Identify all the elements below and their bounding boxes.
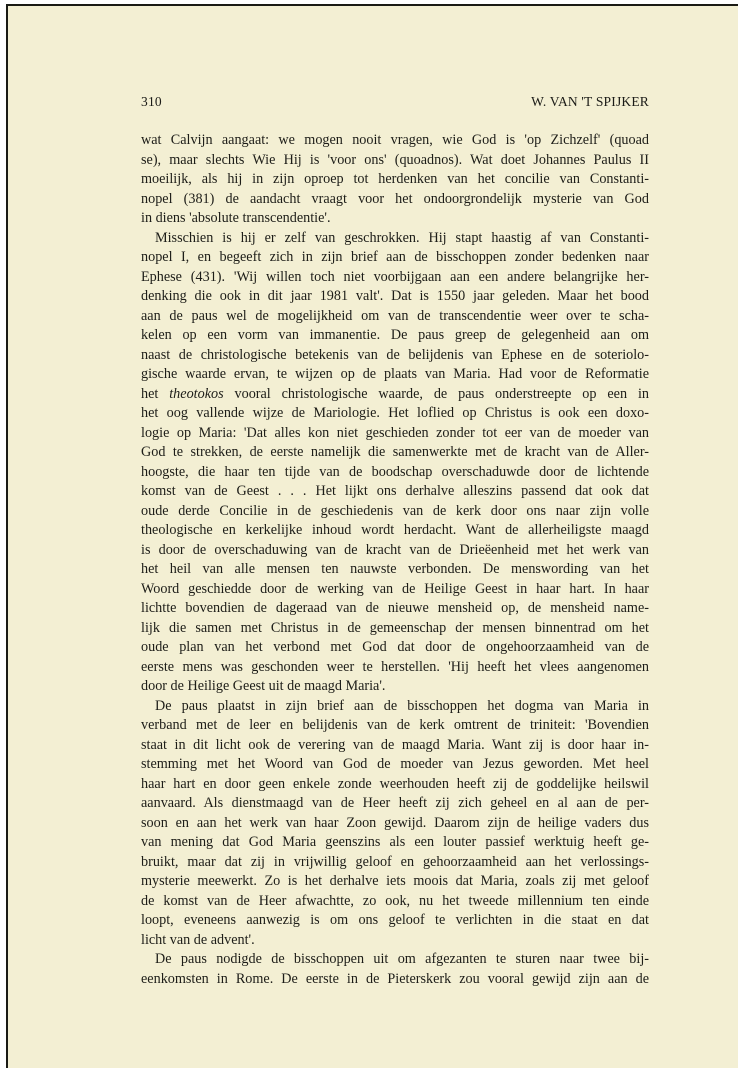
paragraph bbox=[141, 950, 649, 989]
text-line: is door de overschaduwing van de kracht van de Drieëenheid met het werk van bbox=[141, 541, 649, 558]
text-line: se), maar slechts Wie Hij is 'voor ons' (quoadnos). Wat doet Johannes Paulus II bbox=[141, 151, 649, 168]
text-line: nopel I, en begeeft zich in zijn brief aan de bisschoppen zonder bedenken naar bbox=[141, 249, 649, 265]
text-line: De paus plaatst in zijn brief aan de bisschoppen het dogma van Maria in bbox=[155, 697, 649, 714]
text-line: Ephese (431). 'Wij willen toch niet voorbijgaan aan een andere belangrijke her- bbox=[141, 268, 649, 285]
text-line: loopt, eveneens aanwezig is om ons geloof te verlichten in die staat en dat bbox=[141, 912, 649, 928]
body-text bbox=[141, 131, 649, 989]
scanned-page bbox=[6, 4, 738, 1068]
paragraph bbox=[141, 229, 649, 697]
text-line: bruikt, maar dat zij in vrijwillig geloof en gehoorzaamheid aan het verlossings- bbox=[141, 853, 649, 870]
text-line: oude plan van het verbond met God dat door de ongehoorzaamheid van de bbox=[141, 639, 649, 655]
text-line: van mening dat God Maria geenszins als een louter passief werktuig heeft ge- bbox=[141, 834, 649, 850]
running-head bbox=[141, 94, 649, 114]
text-line: naast de christologische betekenis van de belijdenis van Ephese en de soteriolo- bbox=[141, 346, 649, 363]
text-line: licht van de advent'. bbox=[141, 931, 255, 948]
text-line: Woord geschiedde door de werking van de Heilige Geest in haar hart. In haar bbox=[141, 580, 649, 597]
text-line: denking die ook in dit jaar 1981 valt'. Dat is 1550 jaar geleden. Maar het bood bbox=[141, 288, 649, 304]
text-line: komst van de Geest . . . Het lijkt ons derhalve alleszins passend dat ook dat bbox=[141, 483, 649, 499]
text-line: theologische en kerkelijke inhoud wordt herdacht. Want de allerheiligste maagd bbox=[141, 522, 649, 538]
text-line: kelen op een vorm van immanentie. De paus greep de gelegenheid aan om bbox=[141, 327, 649, 343]
text-line: door de Heilige Geest uit de maagd Maria'. bbox=[141, 678, 386, 694]
text-line: gische waarde ervan, te wijzen op de plaats van Maria. Had voor de Reformatie bbox=[141, 366, 649, 382]
text-line: verband met de leer en belijdenis van de kerk omtrent de triniteit: 'Bovendien bbox=[141, 717, 649, 733]
text-line: lichtte bovendien de dageraad van de nieuwe mensheid op, de mensheid name- bbox=[141, 600, 649, 616]
text-line: het heil van alle mensen ten nauwste verbonden. De menswording van het bbox=[141, 561, 649, 577]
text-line: eenkomsten in Rome. De eerste in de Pieterskerk zou vooral gewijd zijn aan de bbox=[141, 970, 649, 987]
text-line: aanvaard. Als dienstmaagd van de Heer heeft zij zich geheel en al aan de per- bbox=[141, 795, 649, 811]
running-head-author: W. VAN 'T SPIJKER bbox=[531, 94, 649, 109]
text-line: lijk die samen met Christus in de gemeenschap der mensen binnentrad om het bbox=[141, 619, 649, 636]
text-line: wat Calvijn aangaat: we mogen nooit vragen, wie God is 'op Zichzelf' (quoad bbox=[141, 132, 649, 148]
text-line: God te strekken, de eerste namelijk die samenwerkte met de kracht van de Aller- bbox=[141, 444, 649, 460]
text-line: eerste mens was geschonden weer te herstellen. 'Hij heeft het vlees aangenomen bbox=[141, 658, 649, 675]
text-line: het theotokos vooral christologische waarde, de paus onderstreepte op een in bbox=[141, 385, 649, 402]
text-line: moeilijk, als hij in zijn oproep tot herdenken van het concilie van Constanti- bbox=[141, 171, 649, 187]
paragraph bbox=[141, 131, 649, 229]
text-line: in diens 'absolute transcendentie'. bbox=[141, 210, 331, 226]
text-line: staat in dit licht ook de verering van de maagd Maria. Want zij is door haar in- bbox=[141, 736, 649, 753]
text-line: oude derde Concilie in de geschiedenis van de kerk door ons naar zijn volle bbox=[141, 502, 649, 519]
text-line: mysterie meewerkt. Zo is het derhalve iets moois dat Maria, zoals zij met geloof bbox=[141, 873, 649, 889]
text-line: haar hart en door geen enkele zonde weerhouden heeft zij de goddelijke heilswil bbox=[141, 775, 649, 792]
text-line: soon en aan het werk van haar Zoon gewijd. Daarom zijn de heilige vaders dus bbox=[141, 814, 649, 831]
text-line: aan de paus wel de mogelijkheid om van de transcendentie weer over te scha- bbox=[141, 307, 649, 324]
text-line: Misschien is hij er zelf van geschrokken. Hij stapt haastig af van Constanti- bbox=[155, 229, 649, 246]
text-line: logie op Maria: 'Dat alles kon niet geschieden zonder tot eer van de moeder van bbox=[141, 424, 649, 441]
text-line: hoogste, die haar ten tijde van de boodschap overschaduwde door de lichtende bbox=[141, 463, 649, 480]
text-line: De paus nodigde de bisschoppen uit om afgezanten te sturen naar twee bij- bbox=[155, 951, 649, 967]
text-line: de komst van de Heer afwachtte, zo ook, nu het tweede millennium ten einde bbox=[141, 892, 649, 909]
page-number: 310 bbox=[141, 94, 162, 109]
text-line: nopel (381) de aandacht vraagt voor het ondoorgrondelijk mysterie van God bbox=[141, 190, 649, 207]
text-line: het oog vallende wijze de Mariologie. Het loflied op Christus is ook een doxo- bbox=[141, 405, 649, 421]
text-line: stemming met het Woord van God de moeder van Jezus geworden. Met heel bbox=[141, 756, 649, 772]
paragraph bbox=[141, 697, 649, 951]
